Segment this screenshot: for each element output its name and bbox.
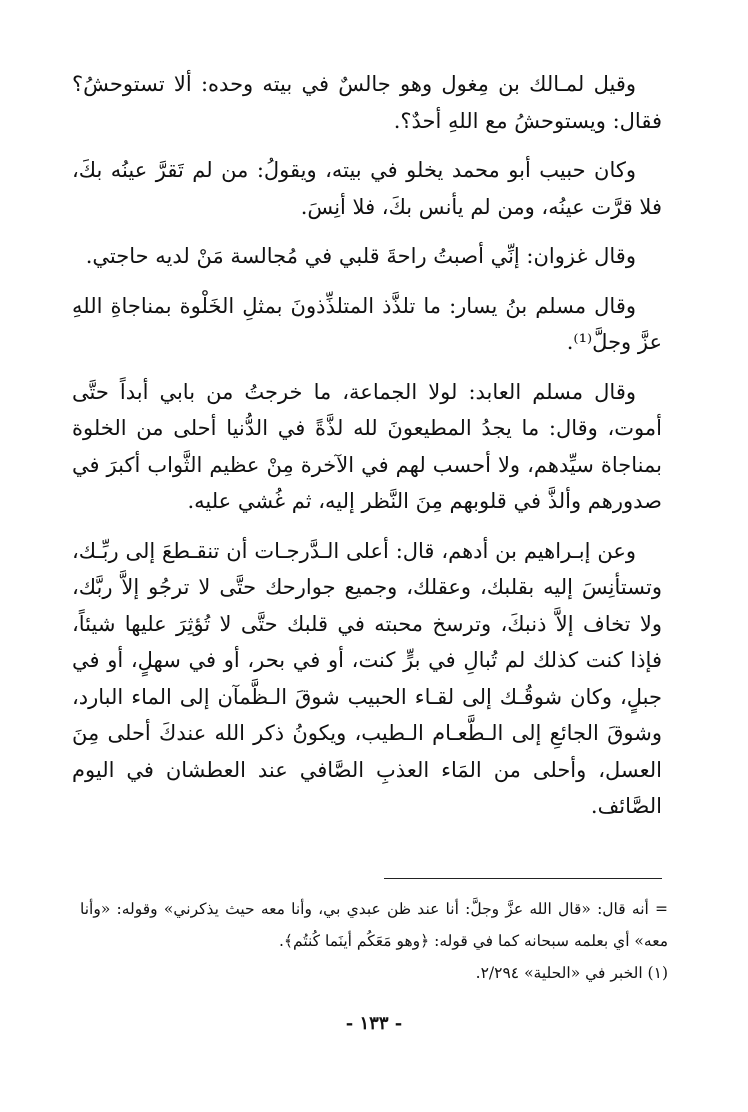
paragraph-muslim-al-abid: وقال مسلم العابد: لولا الجماعة، ما خرجتُ من بابي أبداً حتَّى أموت، وقال: ما يجدُ المطيعونَ لله لذَّةً في الدُّنيا أحلى من الخلوة بمناجاة سيِّدهم، ولا أحسب لهم في الآخرة مِنْ عظيم الثَّواب أكبرَ في صدورهم وألذَّ في قلوبهم مِنَ النَّظر إليه، ثم غُشي عليه. xyxy=(72,379,662,513)
paragraph-muslim-ibn-yasar: وقال مسلم بنُ يسار: ما تلذَّذ المتلذِّذونَ بمثلِ الخَلْوة بمناجاةِ اللهِ عزَّ وجلَّ⁽¹⁾. xyxy=(72,293,662,354)
footnotes xyxy=(80,893,668,989)
page-number: - ١٣٣ - xyxy=(345,1013,403,1034)
main-text xyxy=(72,66,662,825)
footnote-1: (١) الخبر في «الحلية» ٢/٢٩٤. xyxy=(475,964,668,982)
paragraph-ibrahim-ibn-adham: وعن إبـراهيم بن أدهم، قال: أعلى الـدَّرجـات أن تنقـطعَ إلى ربِّـك، وتستأنِسَ إليه بقلبك، وعقلك، وجميع جوارحك حتَّى لا ترجُو إلاَّ ربَّك، ولا تخاف إلاَّ ذنبكَ، وترسخ محبته في قلبك حتَّى لا تُؤثِرَ عليها شيئاً، فإذا كنت كذلك لم تُبالِ في برٍّ كنت، أو في بحر، أو في سهلٍ، أو في جبلٍ، وكان شوقُـك إلى لقـاء الحبيب شوقَ الـظَّمآن إلى الماء البارد، وشوقَ الجائعِ إلى الـطَّعـام الـطيب، ويكونُ ذكر الله عندكَ أحلى مِنَ العسل، وأحلى من المَاء العذبِ الصَّافي عند العطشان في اليوم الصَّائف. xyxy=(72,538,662,818)
paragraph-ghazwan: وقال غزوان: إنِّي أصبتُ راحةَ قلبي في مُجالسة مَنْ لديه حاجتي. xyxy=(85,244,636,268)
footnote-continuation: = أنه قال: «قال الله عزَّ وجلَّ: أنا عند ظن عبدي بي، وأنا معه حيث يذكرني» وقوله: «وأنا معه» أي بعلمه سبحانه كما في قوله: ﴿وهو مَعَكُم أينَما كُنتُم﴾. xyxy=(80,900,668,950)
footnote-divider xyxy=(384,878,662,879)
paragraph-habib-abu-muhammad: وكان حبيب أبو محمد يخلو في بيته، ويقولُ: من لم تَقرَّ عينُه بكَ، فلا قرَّت عينُه، ومن لم يأنس بكَ، فلا أنِسَ. xyxy=(72,158,662,219)
paragraph-malik-ibn-mighwal: وقيل لمـالك بن مِغول وهو جالسٌ في بيته وحده: ألا تستوحشُ؟ فقال: ويستوحشُ مع اللهِ أحدٌ؟. xyxy=(72,72,662,133)
